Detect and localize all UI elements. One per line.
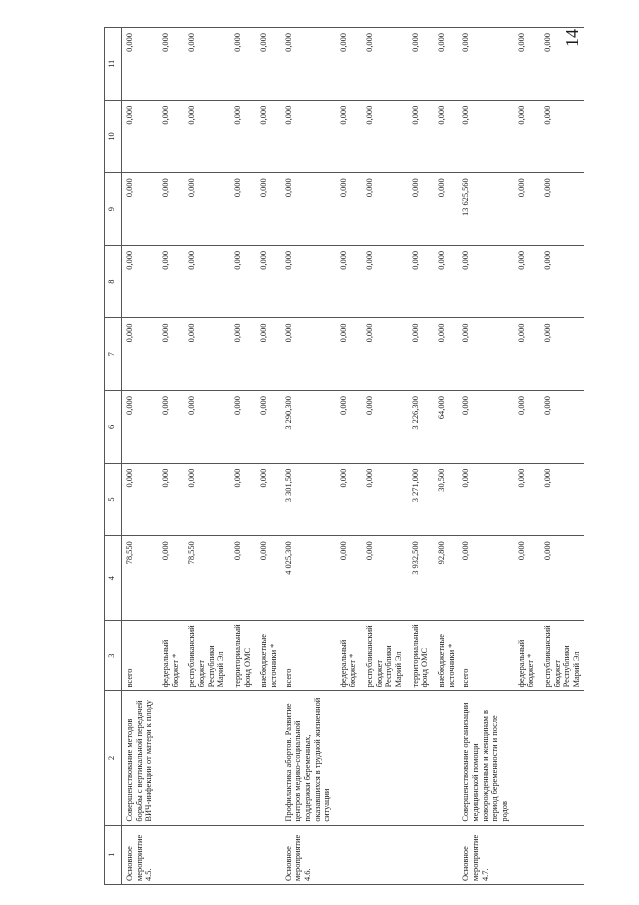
amount-cell: 0,000 bbox=[512, 463, 538, 536]
table-row bbox=[334, 28, 360, 885]
amount-cell: 78,550 bbox=[122, 536, 156, 621]
table-row bbox=[281, 28, 334, 885]
amount-cell: 13 625,560 bbox=[458, 173, 511, 246]
funding-source: федеральный бюджет * bbox=[334, 620, 360, 690]
amount-cell: 0,000 bbox=[122, 318, 156, 391]
table-row bbox=[360, 28, 406, 885]
amount-cell: 4 025,300 bbox=[281, 536, 334, 621]
amount-cell: 0,000 bbox=[156, 536, 182, 621]
measure-description bbox=[538, 691, 584, 825]
amount-cell: 0,000 bbox=[156, 318, 182, 391]
funding-source: республиканский бюджет Республики Марий Эл bbox=[182, 620, 228, 690]
amount-cell: 0,000 bbox=[406, 318, 432, 391]
amount-cell: 0,000 bbox=[156, 391, 182, 464]
measure-description: Совершенствование организации медицинской помощи новорожденным и женщинам в период беременности и после родов bbox=[458, 691, 511, 825]
column-header: 7 bbox=[105, 318, 122, 391]
table-row bbox=[228, 28, 254, 885]
amount-cell: 0,000 bbox=[156, 28, 182, 101]
measure-description bbox=[228, 691, 254, 825]
measure-description bbox=[182, 691, 228, 825]
amount-cell: 0,000 bbox=[432, 100, 458, 173]
amount-cell: 0,000 bbox=[334, 100, 360, 173]
amount-cell: 64,000 bbox=[432, 391, 458, 464]
amount-cell: 0,000 bbox=[458, 318, 511, 391]
column-header: 5 bbox=[105, 463, 122, 536]
column-header: 3 bbox=[105, 620, 122, 690]
amount-cell: 0,000 bbox=[360, 391, 406, 464]
amount-cell: 0,000 bbox=[512, 100, 538, 173]
amount-cell: 0,000 bbox=[254, 463, 280, 536]
measure-label bbox=[406, 825, 432, 884]
amount-cell: 3 932,500 bbox=[406, 536, 432, 621]
amount-cell: 0,000 bbox=[182, 463, 228, 536]
amount-cell: 0,000 bbox=[458, 245, 511, 318]
measure-label bbox=[538, 825, 584, 884]
funding-source: республиканский бюджет Республики Марий Эл bbox=[538, 620, 584, 690]
measure-label bbox=[360, 825, 406, 884]
amount-cell: 0,000 bbox=[228, 536, 254, 621]
amount-cell: 0,000 bbox=[122, 245, 156, 318]
amount-cell: 0,000 bbox=[182, 173, 228, 246]
measure-label: Основное мероприятие 4.5. bbox=[122, 825, 156, 884]
measure-description bbox=[512, 691, 538, 825]
amount-cell: 0,000 bbox=[512, 28, 538, 101]
table-row bbox=[406, 28, 432, 885]
amount-cell: 0,000 bbox=[334, 318, 360, 391]
measure-description bbox=[156, 691, 182, 825]
amount-cell: 0,000 bbox=[334, 245, 360, 318]
table-row bbox=[458, 28, 511, 885]
amount-cell: 0,000 bbox=[254, 173, 280, 246]
measure-label bbox=[432, 825, 458, 884]
amount-cell: 3 290,300 bbox=[281, 391, 334, 464]
amount-cell: 0,000 bbox=[122, 100, 156, 173]
measure-label bbox=[182, 825, 228, 884]
amount-cell: 0,000 bbox=[334, 28, 360, 101]
measure-description bbox=[406, 691, 432, 825]
amount-cell: 0,000 bbox=[156, 463, 182, 536]
amount-cell: 0,000 bbox=[432, 28, 458, 101]
amount-cell: 0,000 bbox=[254, 100, 280, 173]
amount-cell: 0,000 bbox=[182, 100, 228, 173]
measure-description bbox=[254, 691, 280, 825]
amount-cell: 0,000 bbox=[122, 391, 156, 464]
table-body bbox=[122, 28, 584, 885]
amount-cell: 0,000 bbox=[458, 100, 511, 173]
column-header: 1 bbox=[105, 825, 122, 884]
amount-cell: 0,000 bbox=[406, 100, 432, 173]
funding-source: всего bbox=[281, 620, 334, 690]
amount-cell: 0,000 bbox=[432, 245, 458, 318]
amount-cell: 0,000 bbox=[228, 245, 254, 318]
amount-cell: 0,000 bbox=[281, 28, 334, 101]
measure-description bbox=[360, 691, 406, 825]
amount-cell: 0,000 bbox=[458, 391, 511, 464]
measure-label: Основное мероприятие 4.6. bbox=[281, 825, 334, 884]
column-header: 4 bbox=[105, 536, 122, 621]
amount-cell: 92,800 bbox=[432, 536, 458, 621]
measure-description: Совершенствование методов борьбы с вертикальной передачей ВИЧ-инфекции от матери к плоду bbox=[122, 691, 156, 825]
amount-cell: 0,000 bbox=[538, 318, 584, 391]
amount-cell: 0,000 bbox=[281, 318, 334, 391]
amount-cell: 0,000 bbox=[512, 245, 538, 318]
funding-source: внебюджетные источники * bbox=[432, 620, 458, 690]
amount-cell: 0,000 bbox=[281, 173, 334, 246]
funding-source: внебюджетные источники * bbox=[254, 620, 280, 690]
funding-source: республиканский бюджет Республики Марий Эл bbox=[360, 620, 406, 690]
amount-cell: 0,000 bbox=[254, 28, 280, 101]
amount-cell: 0,000 bbox=[254, 318, 280, 391]
amount-cell: 0,000 bbox=[360, 318, 406, 391]
amount-cell: 0,000 bbox=[228, 318, 254, 391]
column-header: 8 bbox=[105, 245, 122, 318]
amount-cell: 0,000 bbox=[334, 536, 360, 621]
amount-cell: 0,000 bbox=[360, 173, 406, 246]
amount-cell: 0,000 bbox=[122, 28, 156, 101]
amount-cell: 78,550 bbox=[182, 536, 228, 621]
funding-source: всего bbox=[458, 620, 511, 690]
amount-cell: 3 301,500 bbox=[281, 463, 334, 536]
amount-cell: 0,000 bbox=[538, 536, 584, 621]
header-row bbox=[105, 28, 122, 885]
amount-cell: 0,000 bbox=[406, 28, 432, 101]
amount-cell: 0,000 bbox=[281, 100, 334, 173]
column-header: 9 bbox=[105, 173, 122, 246]
funding-source: территориальный фонд ОМС bbox=[228, 620, 254, 690]
table-row bbox=[122, 28, 156, 885]
amount-cell: 0,000 bbox=[182, 391, 228, 464]
amount-cell: 0,000 bbox=[458, 536, 511, 621]
amount-cell: 0,000 bbox=[512, 536, 538, 621]
amount-cell: 0,000 bbox=[182, 318, 228, 391]
table-row bbox=[512, 28, 538, 885]
amount-cell: 0,000 bbox=[228, 28, 254, 101]
measure-label bbox=[156, 825, 182, 884]
amount-cell: 0,000 bbox=[512, 318, 538, 391]
funding-source: федеральный бюджет * bbox=[512, 620, 538, 690]
measure-label: Основное мероприятие 4.7. bbox=[458, 825, 511, 884]
column-header: 2 bbox=[105, 691, 122, 825]
amount-cell: 0,000 bbox=[360, 28, 406, 101]
amount-cell: 0,000 bbox=[538, 391, 584, 464]
column-header: 11 bbox=[105, 28, 122, 101]
amount-cell: 3 271,000 bbox=[406, 463, 432, 536]
amount-cell: 0,000 bbox=[538, 100, 584, 173]
amount-cell: 0,000 bbox=[182, 28, 228, 101]
table-row bbox=[182, 28, 228, 885]
amount-cell: 0,000 bbox=[360, 100, 406, 173]
funding-source: федеральный бюджет * bbox=[156, 620, 182, 690]
amount-cell: 0,000 bbox=[122, 173, 156, 246]
amount-cell: 0,000 bbox=[122, 463, 156, 536]
amount-cell: 0,000 bbox=[538, 28, 584, 101]
measure-label bbox=[512, 825, 538, 884]
amount-cell: 0,000 bbox=[334, 391, 360, 464]
column-header: 10 bbox=[105, 100, 122, 173]
funding-source: всего bbox=[122, 620, 156, 690]
amount-cell: 0,000 bbox=[538, 245, 584, 318]
measure-label bbox=[228, 825, 254, 884]
column-header: 6 bbox=[105, 391, 122, 464]
funding-table bbox=[104, 27, 584, 885]
page-number: 14 bbox=[562, 29, 582, 47]
amount-cell: 0,000 bbox=[406, 245, 432, 318]
measure-description bbox=[432, 691, 458, 825]
table-row bbox=[254, 28, 280, 885]
amount-cell: 0,000 bbox=[334, 463, 360, 536]
amount-cell: 0,000 bbox=[360, 536, 406, 621]
table-row bbox=[538, 28, 584, 885]
amount-cell: 0,000 bbox=[254, 391, 280, 464]
table-row bbox=[432, 28, 458, 885]
measure-description bbox=[334, 691, 360, 825]
measure-label bbox=[254, 825, 280, 884]
amount-cell: 0,000 bbox=[228, 391, 254, 464]
amount-cell: 0,000 bbox=[334, 173, 360, 246]
amount-cell: 0,000 bbox=[156, 100, 182, 173]
amount-cell: 0,000 bbox=[254, 245, 280, 318]
amount-cell: 0,000 bbox=[458, 463, 511, 536]
amount-cell: 0,000 bbox=[182, 245, 228, 318]
amount-cell: 0,000 bbox=[538, 463, 584, 536]
amount-cell: 0,000 bbox=[360, 245, 406, 318]
amount-cell: 0,000 bbox=[228, 463, 254, 536]
amount-cell: 0,000 bbox=[281, 245, 334, 318]
amount-cell: 0,000 bbox=[156, 173, 182, 246]
amount-cell: 0,000 bbox=[538, 173, 584, 246]
amount-cell: 0,000 bbox=[432, 173, 458, 246]
amount-cell: 0,000 bbox=[406, 173, 432, 246]
amount-cell: 0,000 bbox=[512, 391, 538, 464]
amount-cell: 0,000 bbox=[360, 463, 406, 536]
amount-cell: 0,000 bbox=[156, 245, 182, 318]
measure-description: Профилактика абортов. Развитие центров медико-социальной поддержки беременных, оказавшихся в трудной жизненной ситуации bbox=[281, 691, 334, 825]
amount-cell: 3 226,300 bbox=[406, 391, 432, 464]
amount-cell: 0,000 bbox=[228, 173, 254, 246]
funding-source: территориальный фонд ОМС bbox=[406, 620, 432, 690]
amount-cell: 0,000 bbox=[458, 28, 511, 101]
amount-cell: 0,000 bbox=[254, 536, 280, 621]
amount-cell: 0,000 bbox=[512, 173, 538, 246]
amount-cell: 0,000 bbox=[228, 100, 254, 173]
table-row bbox=[156, 28, 182, 885]
measure-label bbox=[334, 825, 360, 884]
amount-cell: 0,000 bbox=[432, 318, 458, 391]
amount-cell: 30,500 bbox=[432, 463, 458, 536]
